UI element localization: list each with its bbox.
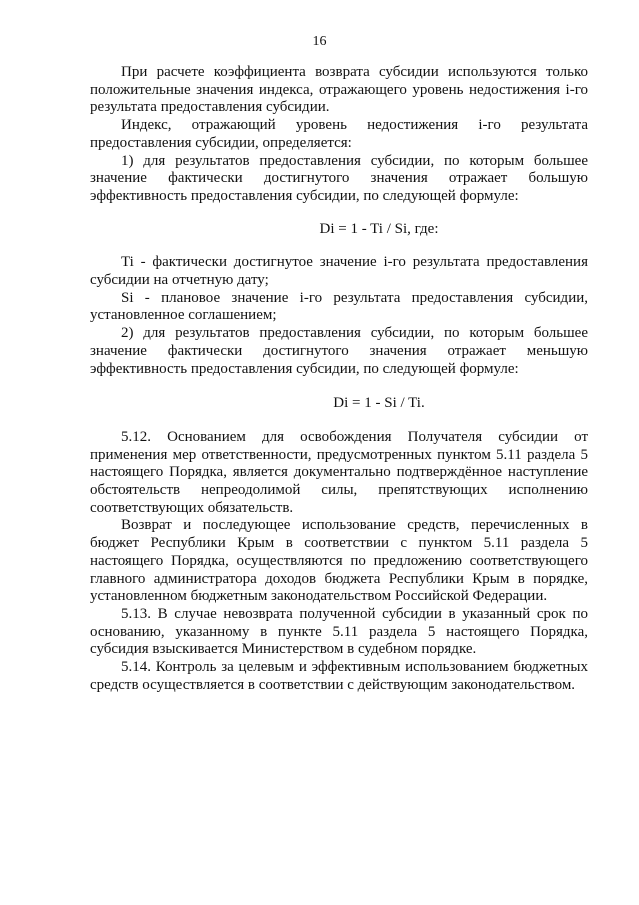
paragraph-refund-usage: Возврат и последующее использование средств, перечисленных в бюджет Республики Крым в соответствии с пунктом 5.11 раздела 5 настоящего Порядка, осуществляются по предложению соответствующего главного администратора доходов бюджета Республики Крым в порядке, установленном бюджетным законодательством Российской Федерации. (90, 517, 588, 605)
formula-2: Di = 1 - Si / Ti. (333, 395, 425, 412)
paragraph-ti-definition: Ti - фактически достигнутое значение i-го результата предоставления субсидии на отчетную дату; (90, 254, 588, 289)
paragraph-case-2: 2) для результатов предоставления субсидии, по которым большее значение фактически достигнутого значения отражает меньшую эффективность предоставления субсидии, по следующей формуле: (90, 325, 588, 377)
document-body (90, 64, 588, 695)
paragraph-5-13: 5.13. В случае невозврата полученной субсидии в указанный срок по основанию, указанному в пункте 5.11 раздела 5 настоящего Порядка, субсидия взыскивается Министерством в судебном порядке. (90, 605, 588, 658)
paragraph-index-definition: Индекс, отражающий уровень недостижения i-го результата предоставления субсидии, определяется: (90, 117, 588, 151)
paragraph-return-coefficient: При расчете коэффициента возврата субсидии используются только положительные значения индекса, отражающего уровень недостижения i-го результата предоставления субсидии. (90, 64, 588, 116)
paragraph-5-12: 5.12. Основанием для освобождения Получателя субсидии от применения мер ответственности, предусмотренных пунктом 5.11 раздела 5 настоящего Порядка, является документально подтверждённое наступление обстоятельств непреодолимой силы, препятствующих исполнению соответствующих обязательств. (90, 428, 588, 516)
paragraph-case-1: 1) для результатов предоставления субсидии, по которым большее значение фактически достигнутого значения отражает большую эффективность предоставления субсидии, по следующей формуле: (90, 152, 588, 204)
page-number: 16 (312, 34, 327, 49)
formula-1: Di = 1 - Ti / Si, где: (319, 220, 439, 237)
paragraph-5-14: 5.14. Контроль за целевым и эффективным использованием бюджетных средств осуществляется в соответствии с действующим законодательством. (90, 659, 588, 693)
paragraph-si-definition: Si - плановое значение i-го результата предоставления субсидии, установленное соглашением; (90, 289, 588, 324)
